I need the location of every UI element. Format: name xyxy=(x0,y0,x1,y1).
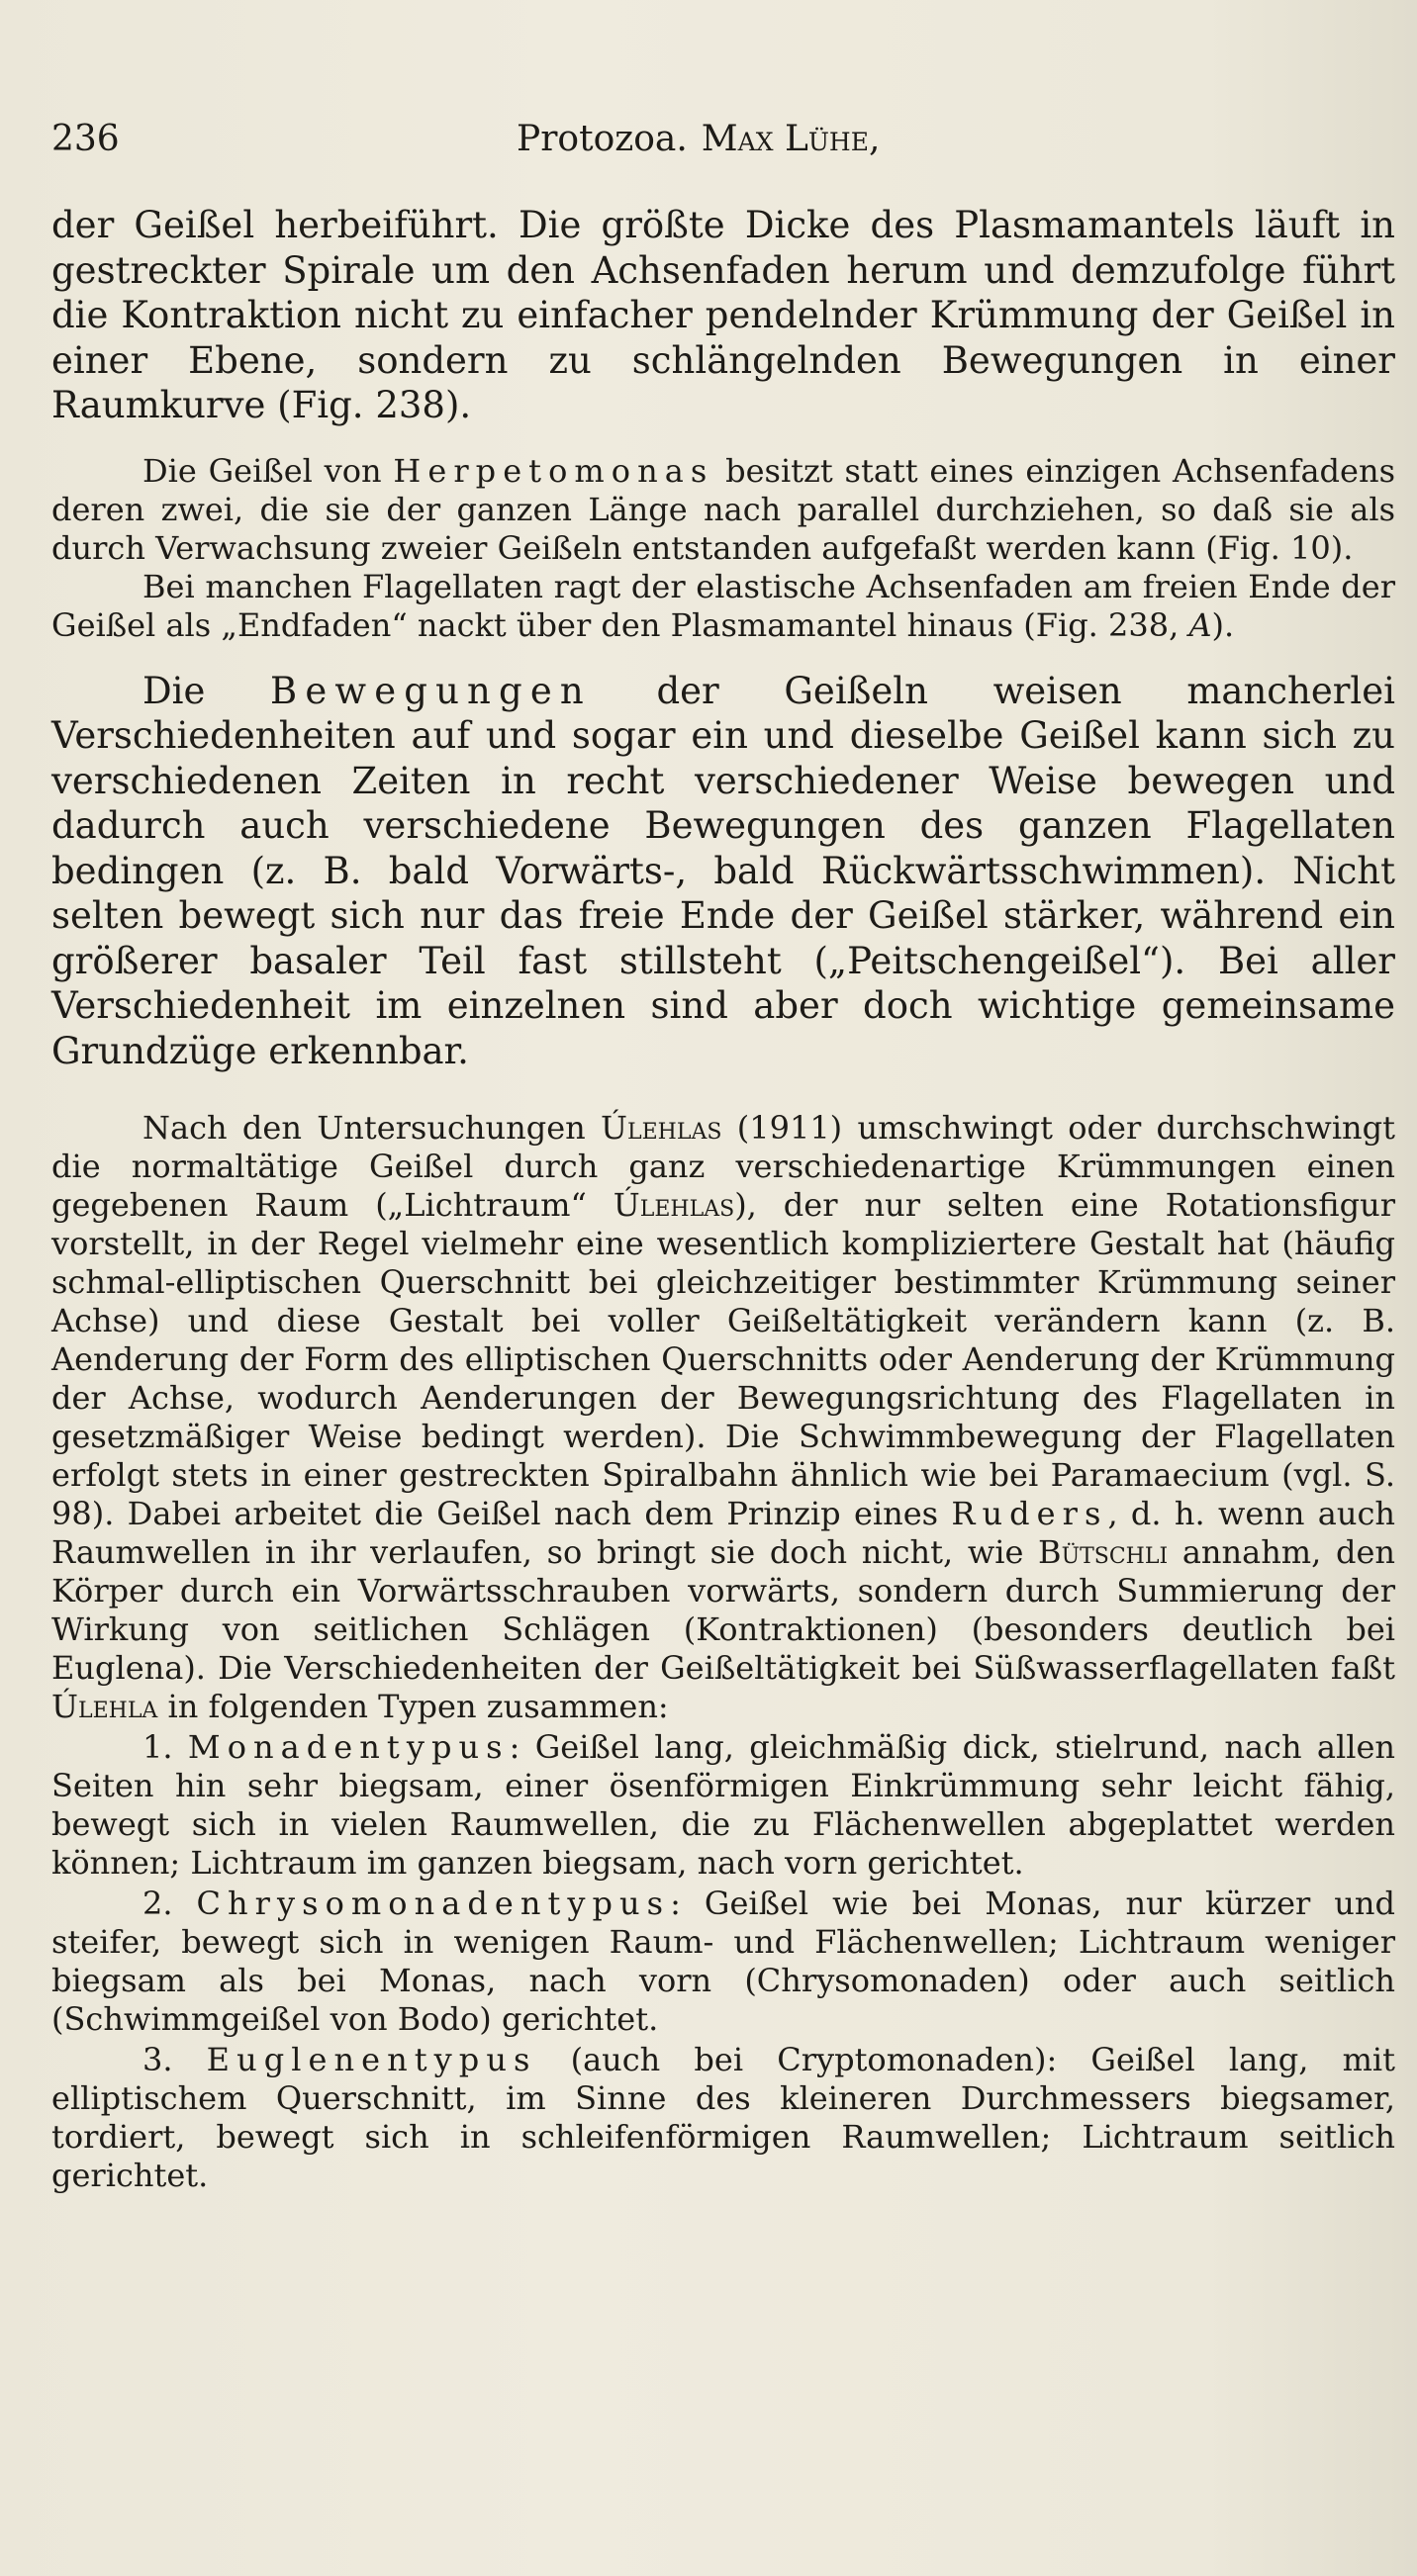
type-3-name: Euglenentypus xyxy=(206,2041,537,2078)
p3-text-a: Bei manchen Flagellaten ragt der elastische Achsenfaden am freien Ende der Geißel als „Endfaden“ nackt über den Plasmamantel hinaus (Fig. 238, xyxy=(51,567,1395,644)
p5-text-f: in folgenden Typen zusammen: xyxy=(157,1688,669,1725)
p4-text-b: der Geißeln weisen mancherlei Verschiedenheiten auf und sogar ein und dieselbe Geißel kann sich zu verschiedenen Zeiten in recht verschiedener Weise bewegen und dadurch auch verschiedene Bewegungen des ganzen Flagellaten bedingen (z. B. bald Vorwärts-, bald Rückwärtsschwimmen). Nicht selten bewegt sich nur das freie Ende der Geißel stärker, während ein größerer basaler Teil fast stillsteht („Peitschengeißel“). Bei aller Verschiedenheit im einzelnen sind aber doch wichtige gemeinsame Grundzüge erkennbar. xyxy=(51,669,1395,1072)
running-header xyxy=(51,111,1377,170)
paragraph-1 xyxy=(51,203,1395,428)
p5-name-1: Úlehlas xyxy=(601,1109,722,1147)
p2-genus: Herpetomonas xyxy=(393,451,714,490)
paragraph-2 xyxy=(51,452,1395,568)
p2-text-b: besitzt statt eines einzigen Achsenfadens deren zwei, die sie der ganzen Länge nach parallel durchziehen, so daß sie als durch Verwachsung zweier Geißeln entstanden aufgefaßt werden kann (Fig. 10). xyxy=(51,451,1396,567)
body-text xyxy=(51,203,1395,2195)
type-1-num: 1. xyxy=(142,1728,188,1766)
p5-text-c: ), der nur selten eine Rotationsfigur vorstellt, in der Regel vielmehr eine wesentlich kompliziertere Gestalt hat (häufig schmal-elliptischen Querschnitt bei gleichzeitiger bestimmter Krümmung seiner Achse) und diese Gestalt bei voller Geißeltätigkeit verändern kann (z. B. Aenderung der Form des elliptischen Querschnitts oder Aenderung der Krümmung der Achse, wodurch Aenderungen der Bewegungsrichtung des Flagellaten in gesetzmäßiger Weise bedingt werden). Die Schwimmbewegung der Flagellaten erfolgt stets in einer gestreckten Spiralbahn ähnlich wie bei Paramaecium (vgl. S. 98). Dabei arbeitet die Geißel nach dem Prinzip eines xyxy=(51,1186,1396,1532)
p5-text-a: Nach den Untersuchungen xyxy=(142,1109,602,1147)
p1-text: der Geißel herbeiführt. Die größte Dicke des Plasmamantels läuft in gestreckter Spirale um den Achsenfaden herum und demzufolge führt die Kontraktion nicht zu einfacher pendelnder Krümmung der Geißel in einer Ebene, sondern zu schlängelnden Bewegungen in einer Raumkurve (Fig. 238). xyxy=(51,204,1395,426)
type-1-text: : Geißel lang, gleichmäßig dick, stielrund, nach allen Seiten hin sehr biegsam, einer ösenförmigen Einkrümmung sehr leicht fähig, bewegt sich in vielen Raumwellen, die zu Flächenwellen abgeplattet werden können; Lichtraum im ganzen biegsam, nach vorn gerichtet. xyxy=(51,1728,1396,1882)
p4-term: Bewegungen xyxy=(270,669,592,712)
page-number: 236 xyxy=(51,119,120,159)
type-1 xyxy=(51,1728,1395,1883)
type-3-num: 3. xyxy=(142,2041,207,2078)
p5-name-4: Úlehla xyxy=(51,1688,158,1725)
paragraph-5 xyxy=(51,1109,1395,1726)
p5-text-e: annahm, den Körper durch ein Vorwärtsschrauben vorwärts, sondern durch Summierung der Wirkung von seitlichen Schlägen (Kontraktionen) (besonders deutlich bei Euglena). Die Verschiedenheiten der Geißeltätigkeit bei Süßwasserflagellaten faßt xyxy=(51,1533,1396,1687)
type-2-text: : Geißel wie bei Monas, nur kürzer und steifer, bewegt sich in wenigen Raum- und Flächenwellen; Lichtraum weniger biegsam als bei Monas, nach vorn (Chrysomonaden) oder auch seitlich (Schwimmgeißel von Bodo) gerichtet. xyxy=(51,1885,1396,2038)
type-2 xyxy=(51,1885,1395,2039)
p5-term: Ruders xyxy=(951,1495,1108,1532)
header-author: Max Lühe, xyxy=(701,119,881,159)
type-2-name: Chrysomonadentypus xyxy=(196,1885,671,1922)
p3-fig-letter: A xyxy=(1188,605,1212,644)
p5-text-d: , d. h. wenn auch Raumwellen in ihr verlaufen, so bringt sie doch nicht, wie xyxy=(51,1495,1396,1571)
running-title xyxy=(517,119,880,159)
header-title: Protozoa. xyxy=(517,119,688,159)
paragraph-3 xyxy=(51,568,1395,645)
type-2-num: 2. xyxy=(142,1885,197,1922)
p5-name-2: Úlehlas xyxy=(613,1186,735,1224)
p5-text-b: (1911) umschwingt oder durchschwingt die normaltätige Geißel durch ganz verschiedenartige Krümmungen einen gegebenen Raum („Lichtraum“ xyxy=(51,1109,1396,1224)
p3-text-b: ). xyxy=(1211,605,1235,644)
paragraph-4 xyxy=(51,669,1395,1074)
type-3-text: (auch bei Cryptomonaden): Geißel lang, mit elliptischem Querschnitt, im Sinne des kleineren Durchmessers biegsamer, tordiert, bewegt sich in schleifenförmigen Raumwellen; Lichtraum seitlich gerichtet. xyxy=(51,2041,1395,2194)
type-3 xyxy=(51,2041,1395,2195)
p2-text-a: Die Geißel von xyxy=(142,451,394,490)
p4-text-a: Die xyxy=(142,669,271,712)
type-1-name: Monadentypus xyxy=(187,1728,510,1766)
p5-name-3: Bütschli xyxy=(1038,1533,1169,1571)
